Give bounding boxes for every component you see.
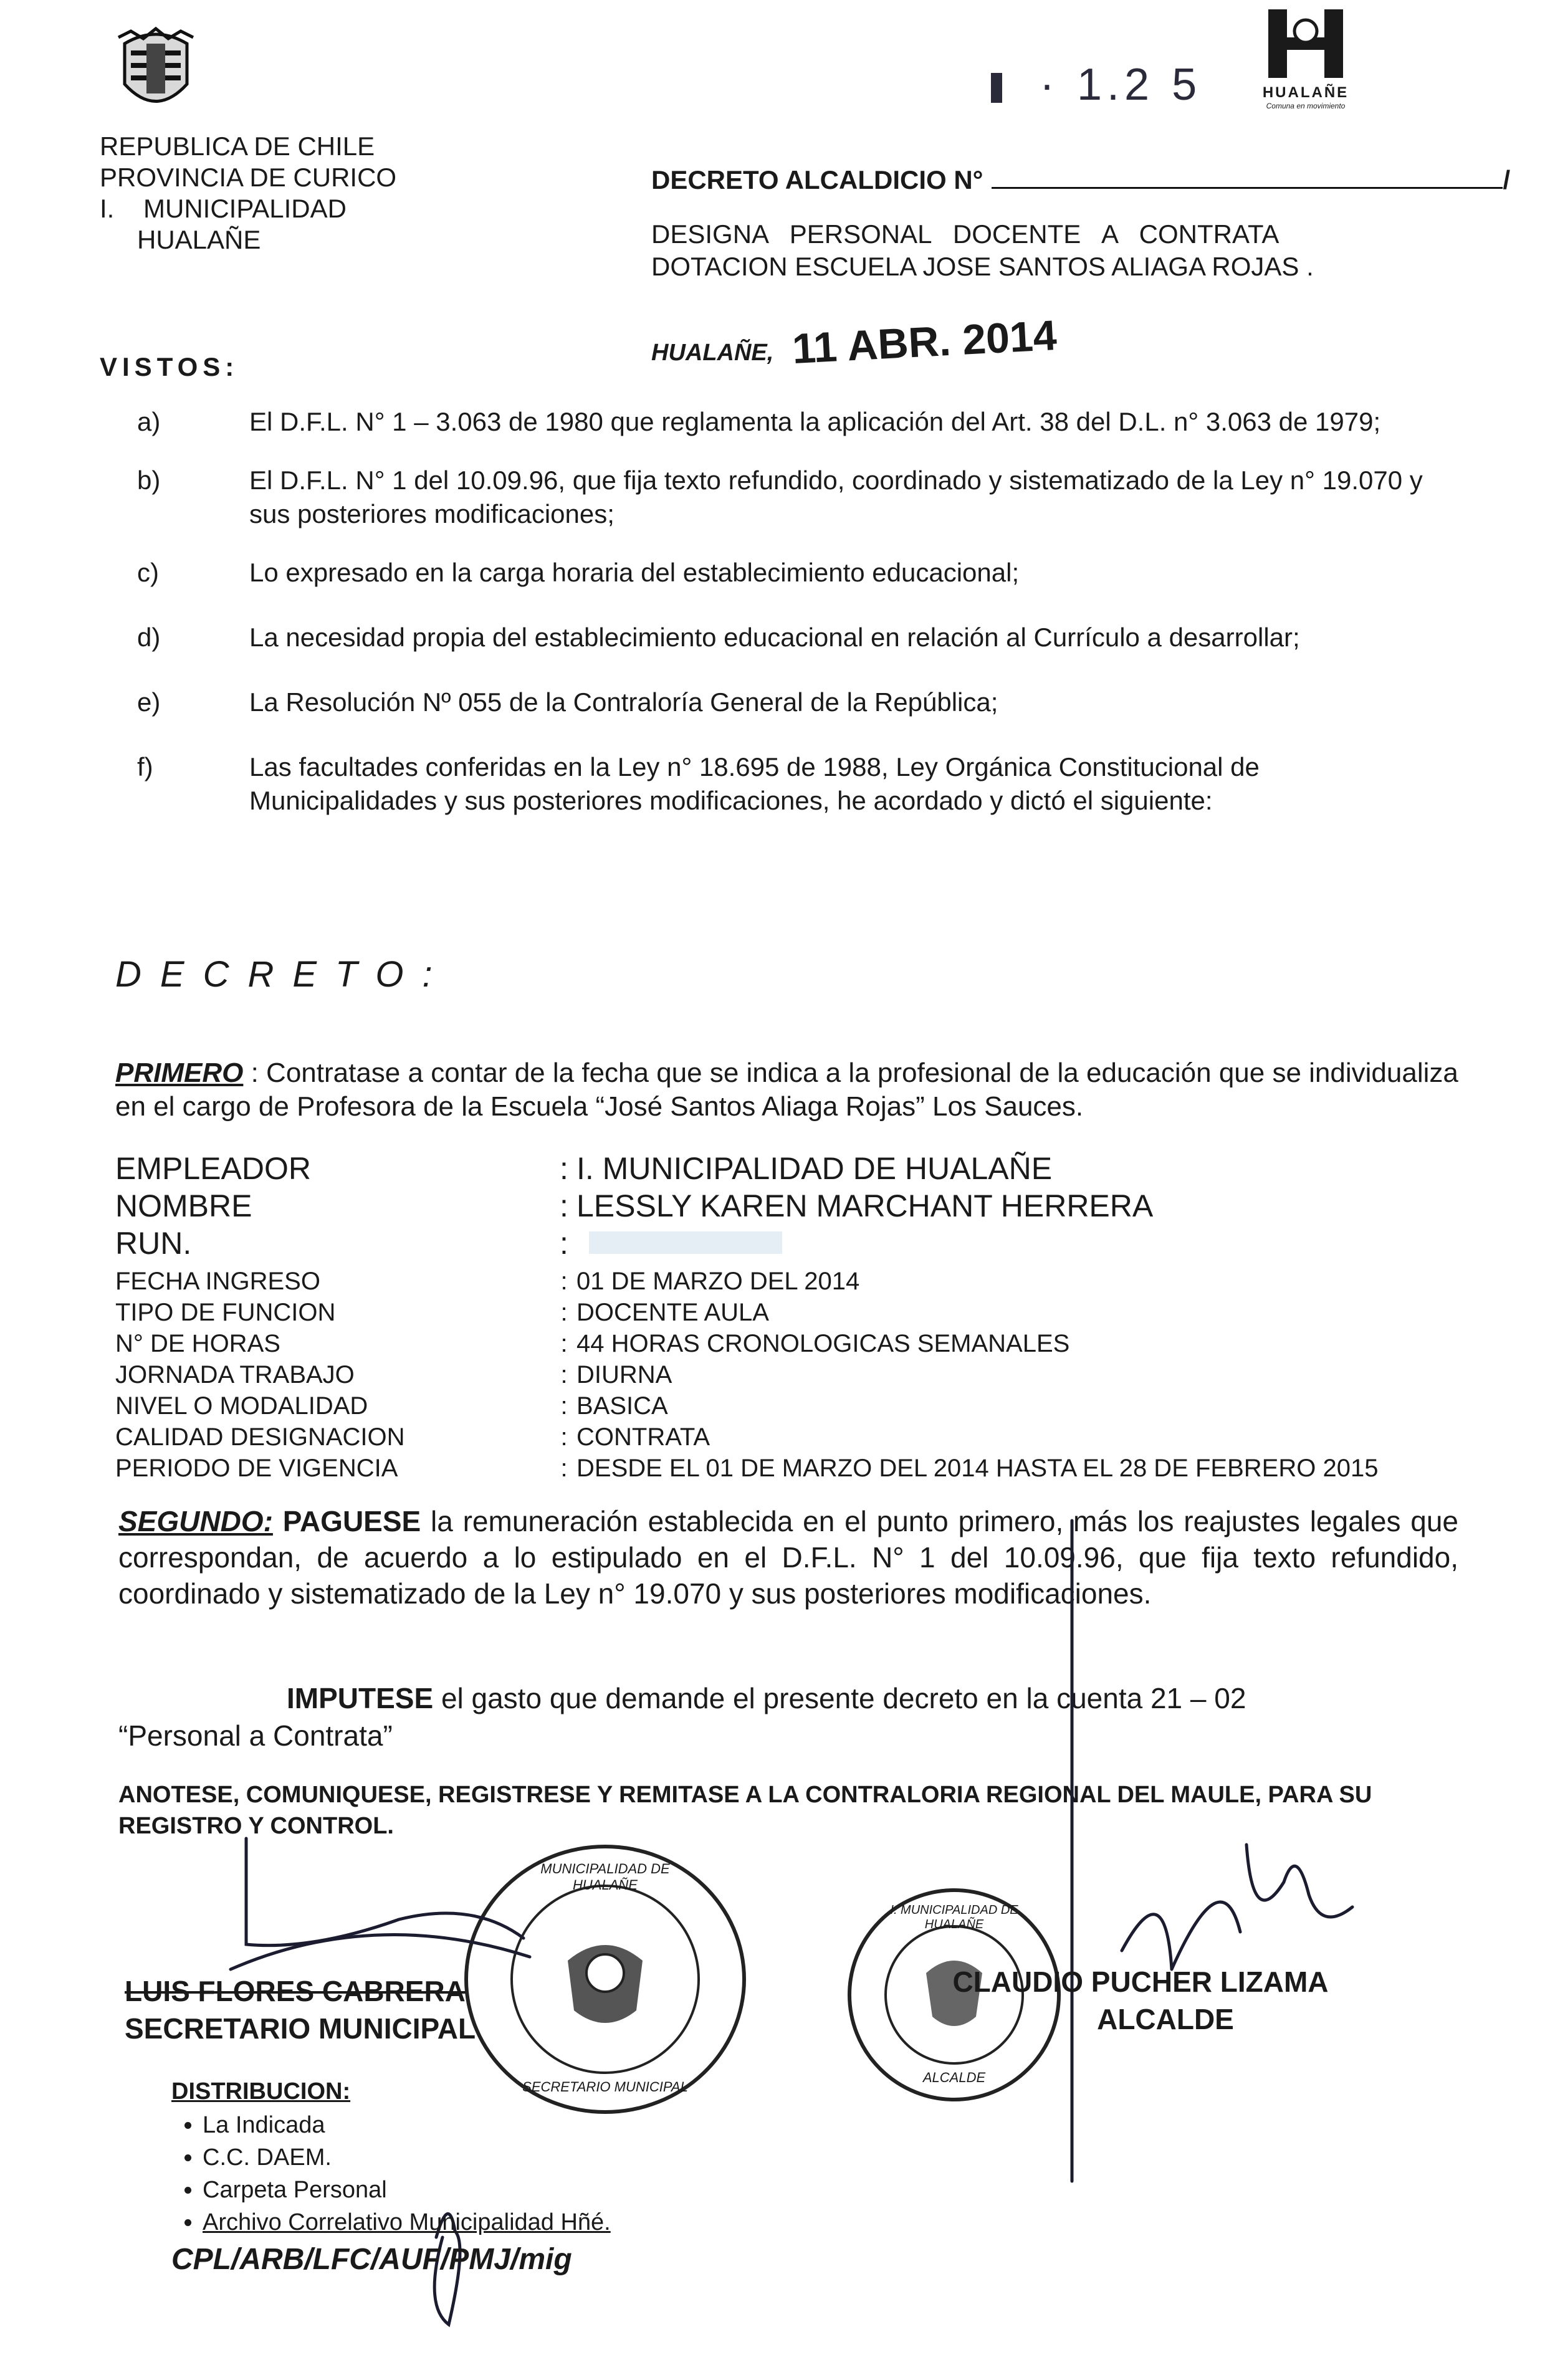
decreto-heading: DECRETO: [115,954,451,995]
vistos-text: El D.F.L. N° 1 – 3.063 de 1980 que reglamenta la aplicación del Art. 38 del D.L. n° 3.063 de 1979; [249,407,1381,436]
secretario-name: LUIS FLORES CABRERA [125,1975,466,2007]
decree-number-blank [992,187,1503,189]
field-colon: : [560,1226,568,1261]
vistos-letter: e) [137,687,161,717]
distribution-block [171,2078,611,2277]
field-label: N° DE HORAS [115,1330,280,1357]
field-value: DIURNA [576,1361,672,1388]
distribution-item: • Archivo Correlativo Municipalidad Hñé. [203,2206,611,2239]
field-label: CALIDAD DESIGNACION [115,1423,405,1451]
field-row-tipo-funcion [115,1298,769,1327]
alcalde-signature-block [938,1963,1343,2038]
distribution-list [171,2109,611,2239]
brand-tagline: Comuna en movimiento [1266,102,1346,110]
vistos-item-d [137,621,1452,654]
field-row-horas [115,1329,1069,1359]
secretario-stamp [464,1845,746,2114]
field-label: JORNADA TRABAJO [115,1361,355,1388]
field-value: CONTRATA [576,1423,710,1451]
field-label: NIVEL O MODALIDAD [115,1392,368,1420]
field-colon: : [560,1392,568,1420]
secretario-signature-block [125,1972,476,2047]
segundo-paragraph [118,1503,1458,1612]
field-row-nombre [115,1187,1153,1225]
imputese-text: el gasto que demande el presente decreto en la cuenta 21 – 02 [441,1682,1246,1714]
field-row-run [115,1225,782,1262]
imputese-paragraph [118,1680,1458,1754]
field-value: LESSLY KAREN MARCHANT HERRERA [576,1188,1154,1223]
decree-subject [651,218,1314,283]
stamp-top-text: MUNICIPALIDAD DE HUALAÑE [540,1861,670,1893]
vistos-letter: b) [137,466,161,495]
field-row-periodo [115,1453,1378,1483]
imputese-line-1 [118,1680,1458,1717]
decree-slash: / [1503,165,1511,194]
field-value: BASICA [576,1392,668,1420]
primero-text: : Contratase a contar de la fecha que se indica a la profesional de la educación que se individualiza en el cargo de Profesora de la Escuela “José Santos Aliaga Rojas” Los Sauces. [115,1058,1458,1122]
place-date [651,311,1058,373]
vistos-letter: f) [137,752,153,781]
distribution-initials: CPL/ARB/LFC/AUF/PMJ/mig [171,2243,572,2276]
vistos-list [137,405,1452,818]
issuer-line-2: PROVINCIA DE CURICO [100,163,397,192]
decree-title-text: DECRETO ALCALDICIO N° [651,165,983,194]
segundo-label: SEGUNDO: [118,1505,273,1537]
place-name: HUALAÑE, [651,340,774,366]
field-value: 01 DE MARZO DEL 2014 [576,1268,860,1295]
secretario-role: SECRETARIO MUNICIPAL [125,2012,476,2045]
field-colon: : [560,1361,568,1388]
subject-line-2: DOTACION ESCUELA JOSE SANTOS ALIAGA ROJAS . [651,252,1314,281]
vistos-text: Lo expresado en la carga horaria del establecimiento educacional; [249,558,1020,587]
distribution-item: • La Indicada [203,2109,611,2141]
field-colon: : [560,1151,568,1186]
stamp-bottom-text: SECRETARIO MUNICIPAL [522,2079,688,2095]
anotese-paragraph: ANOTESE, COMUNIQUESE, REGISTRESE Y REMITASE A LA CONTRALORIA REGIONAL DEL MAULE, PARA SU REGISTRO Y CONTROL. [118,1782,1372,1839]
brand-name: HUALAÑE [1262,84,1349,101]
vistos-item-a [137,405,1452,439]
vistos-letter: c) [137,558,159,587]
field-label: NOMBRE [115,1188,252,1223]
vistos-letter: d) [137,623,161,652]
vistos-item-f [137,750,1452,818]
alcalde-name: CLAUDIO PUCHER LIZAMA [952,1966,1329,1998]
issuer-line-1: REPUBLICA DE CHILE [100,131,375,161]
vistos-item-c [137,556,1452,590]
field-value: 44 HORAS CRONOLOGICAS SEMANALES [576,1330,1070,1357]
vistos-text: La necesidad propia del establecimiento educacional en relación al Currículo a desarrollar; [249,623,1300,652]
imputese-line-2: “Personal a Contrata” [118,1719,393,1752]
field-value: DESDE EL 01 DE MARZO DEL 2014 HASTA EL 28 DE FEBRERO 2015 [576,1455,1379,1482]
field-row-nivel [115,1391,668,1421]
vistos-text: El D.F.L. N° 1 del 10.09.96, que fija texto refundido, coordinado y sistematizado de la Ley n° 19.070 y sus posteriores modificaciones; [249,466,1423,528]
field-label: EMPLEADOR [115,1151,311,1186]
primero-paragraph [115,1056,1461,1124]
vistos-letter: a) [137,407,161,436]
field-label: RUN. [115,1226,192,1261]
vistos-text: Las facultades conferidas en la Ley n° 18.695 de 1988, Ley Orgánica Constitucional de Municipalidades y sus posteriores modificaciones, he acordado y dictó el siguiente: [249,752,1260,815]
issuer-line-3: I. MUNICIPALIDAD [100,194,347,223]
field-colon: : [560,1299,568,1326]
coat-of-arms-logo [112,25,199,118]
stamp-bottom-text: ALCALDE [922,2070,986,2085]
issuer-block [100,131,396,256]
field-row-fecha-ingreso [115,1266,859,1296]
field-colon: : [560,1268,568,1295]
field-row-calidad [115,1422,710,1452]
segundo-text: la remuneración establecida en el punto primero, más los reajustes legales que correspondan, de acuerdo a lo estipulado en el D.F.L. N° 1 del 10.09.96, que fija texto refundido, coordinado y sistematizado de la Ley n° 19.070 y sus posteriores modificaciones. [118,1505,1458,1610]
vistos-item-e [137,686,1452,719]
field-value-redacted [589,1231,782,1254]
hualane-logo [1253,6,1359,110]
hualane-logo-mark [1265,6,1346,81]
vistos-text: La Resolución Nº 055 de la Contraloría General de la República; [249,687,998,717]
field-label: TIPO DE FUNCION [115,1299,336,1326]
field-label: PERIODO DE VIGENCIA [115,1455,398,1482]
decree-title [651,163,1510,197]
field-row-jornada [115,1360,672,1390]
date-stamp: 11 ABR. 2014 [791,311,1058,373]
field-label: FECHA INGRESO [115,1268,320,1295]
field-colon: : [560,1188,568,1223]
field-colon: : [560,1423,568,1451]
field-colon: : [560,1455,568,1482]
stamp-top-text: I. MUNICIPALIDAD DE HUALAÑE [890,1903,1018,1931]
issuer-line-4: HUALAÑE [137,225,261,254]
vistos-item-b [137,464,1452,531]
field-value: DOCENTE AULA [576,1299,769,1326]
vistos-heading: VISTOS: [100,352,239,381]
field-value: I. MUNICIPALIDAD DE HUALAÑE [576,1151,1053,1186]
field-colon: : [560,1330,568,1357]
primero-label: PRIMERO [115,1058,244,1088]
distribution-item: • Carpeta Personal [203,2174,611,2206]
segundo-strong: PAGUESE [282,1505,421,1537]
imputese-strong: IMPUTESE [287,1682,434,1714]
distribution-item: • C.C. DAEM. [203,2141,611,2174]
distribution-heading: DISTRIBUCION: [171,2078,351,2105]
subject-line-1: DESIGNA PERSONAL DOCENTE A CONTRATA [651,219,1280,249]
field-row-empleador [115,1150,1052,1187]
alcalde-role: ALCALDE [1097,2003,1234,2035]
document-number: · 1.2 5 [991,59,1202,110]
